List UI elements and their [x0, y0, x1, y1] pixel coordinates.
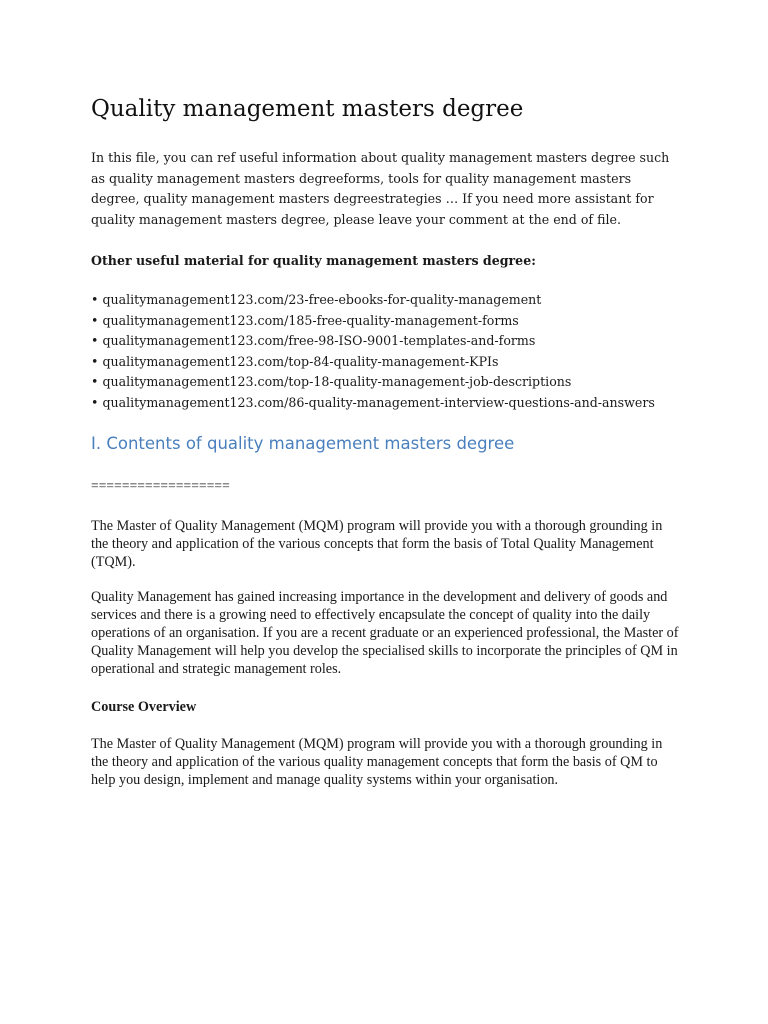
- document-title: Quality management masters degree: [91, 96, 524, 122]
- section-heading: I. Contents of quality management masters degree: [91, 434, 515, 453]
- useful-links-list: [91, 290, 655, 414]
- separator-line: ==================: [91, 478, 230, 493]
- list-item: • qualitymanagement123.com/185-free-quality-management-forms: [91, 311, 655, 332]
- list-item: • qualitymanagement123.com/top-18-quality-management-job-descriptions: [91, 372, 655, 393]
- list-item: • qualitymanagement123.com/23-free-ebooks-for-quality-management: [91, 290, 655, 311]
- list-item: • qualitymanagement123.com/86-quality-management-interview-questions-and-answers: [91, 393, 655, 414]
- list-item: • qualitymanagement123.com/top-84-quality-management-KPIs: [91, 352, 655, 373]
- list-item: • qualitymanagement123.com/free-98-ISO-9001-templates-and-forms: [91, 331, 655, 352]
- course-overview-heading: Course Overview: [91, 699, 197, 715]
- qm-importance-paragraph: Quality Management has gained increasing importance in the development and delivery of goods and services and there is a growing need to effectively encapsulate the concept of quality into the daily operations of an organisation. If you are a recent graduate or an experienced professional, the Master of Quality Management will help you develop the specialised skills to incorporate the principles of QM in operational and strategic management roles.: [91, 589, 679, 677]
- intro-paragraph: In this file, you can ref useful information about quality management masters degree such as quality management masters degreeforms, tools for quality management masters degree, quality management masters degreestrategies … If you need more assistant for quality management masters degree, please leave your comment at the end of file.: [91, 150, 670, 227]
- course-overview-paragraph: The Master of Quality Management (MQM) program will provide you with a thorough grounding in the theory and application of the various quality management concepts that form the basis of QM to help you design, implement and manage quality systems within your organisation.: [91, 736, 663, 788]
- useful-material-heading: Other useful material for quality management masters degree:: [91, 253, 536, 268]
- mqm-intro-paragraph: The Master of Quality Management (MQM) program will provide you with a thorough grounding in the theory and application of the various concepts that form the basis of Total Quality Management (TQM).: [91, 518, 663, 570]
